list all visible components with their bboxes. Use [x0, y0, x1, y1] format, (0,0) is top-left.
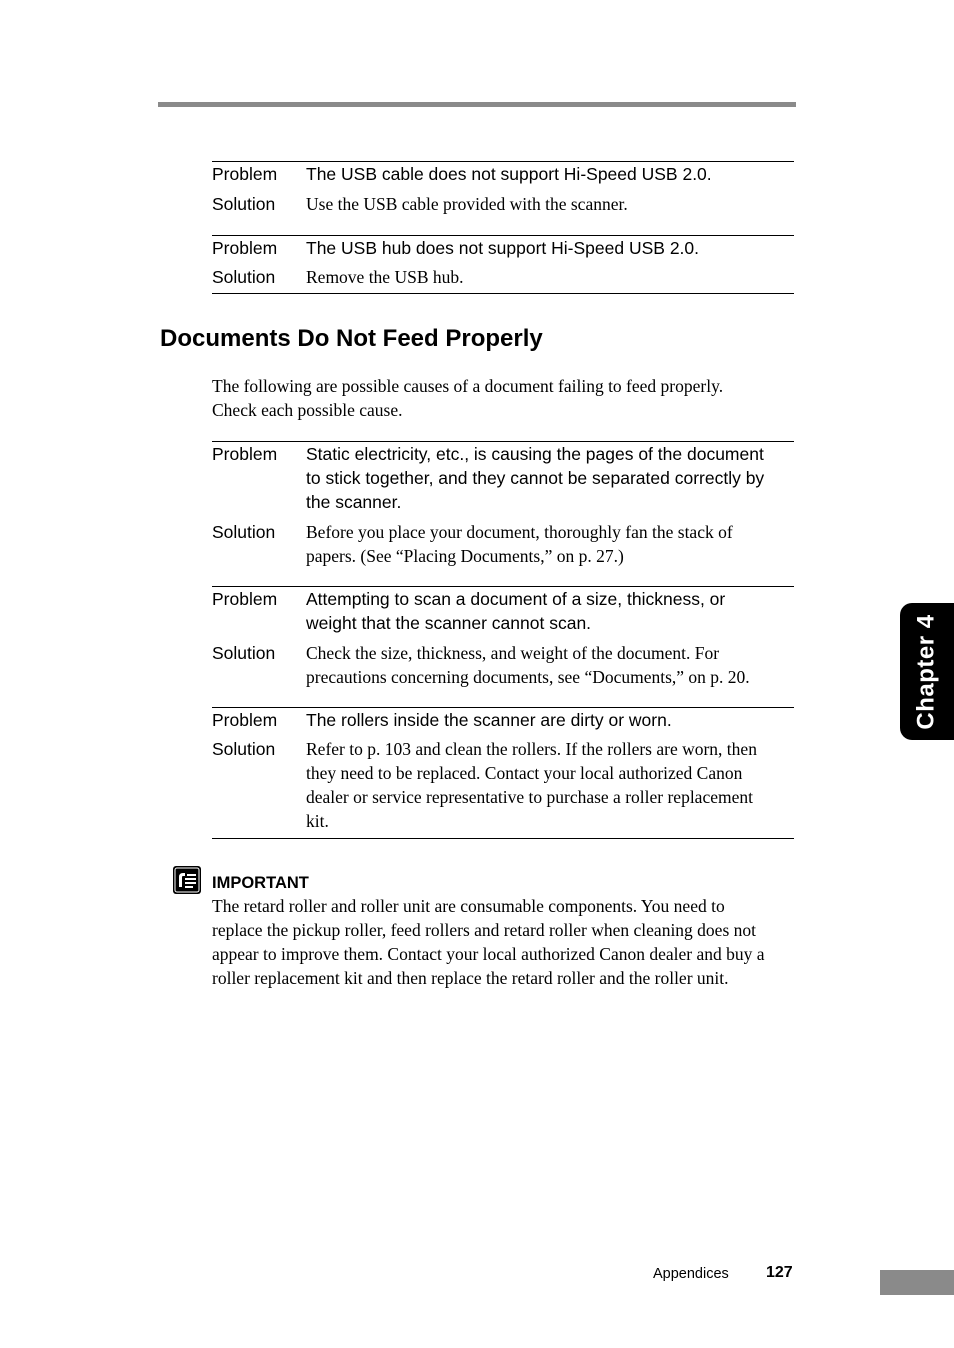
chapter-tab[interactable] — [900, 603, 954, 740]
text-line: to stick together, and they cannot be separated correctly by — [306, 468, 765, 488]
page-number: 127 — [766, 1264, 793, 1281]
problem-row — [212, 708, 794, 732]
solution-row — [212, 641, 794, 689]
problem-label: Problem — [212, 710, 278, 730]
problem-block-rollers — [212, 707, 794, 839]
problem-row — [212, 236, 794, 260]
text-line: Attempting to scan a document of a size, thickness, or — [306, 589, 726, 609]
intro-line: The following are possible causes of a document failing to feed properly. — [212, 376, 724, 396]
text-line: Static electricity, etc., is causing the pages of the document — [306, 444, 764, 464]
text-line: Before you place your document, thoroughly fan the stack of — [306, 522, 733, 542]
problem-row — [212, 587, 794, 635]
solution-text — [306, 520, 794, 568]
solution-text — [306, 737, 794, 833]
text-line: dealer or service representative to purchase a roller replacement — [306, 787, 753, 807]
problem-block-size — [212, 586, 794, 707]
problem-block-usb-hub — [212, 235, 794, 294]
section-heading: Documents Do Not Feed Properly — [160, 325, 543, 352]
solution-row — [212, 737, 794, 833]
text-line: The rollers inside the scanner are dirty or worn. — [306, 710, 672, 730]
text-line: replace the pickup roller, feed rollers and retard roller when cleaning does not — [212, 920, 756, 940]
problem-label: Problem — [212, 164, 278, 184]
problem-text — [306, 442, 794, 514]
important-body — [212, 894, 794, 990]
text-line: precautions concerning documents, see “Documents,” on p. 20. — [306, 667, 750, 687]
problem-label: Problem — [212, 589, 278, 609]
solution-row — [212, 265, 794, 289]
solution-row — [212, 520, 794, 568]
problem-block-usb-cable — [212, 161, 794, 235]
solution-row — [212, 192, 794, 216]
solution-label: Solution — [212, 267, 276, 287]
solution-label: Solution — [212, 739, 276, 759]
problem-text: The USB cable does not support Hi-Speed USB 2.0. — [306, 164, 712, 184]
header-rule — [158, 102, 796, 107]
text-line: papers. (See “Placing Documents,” on p. 27.) — [306, 546, 624, 566]
intro-line: Check each possible cause. — [212, 400, 403, 420]
problem-text: The USB hub does not support Hi-Speed USB 2.0. — [306, 238, 700, 258]
problem-row — [212, 162, 794, 186]
solution-text: Use the USB cable provided with the scanner. — [306, 194, 628, 214]
chapter-tab-wrap — [900, 603, 954, 740]
solution-label: Solution — [212, 194, 276, 214]
text-line: roller replacement kit and then replace the retard roller and the roller unit. — [212, 968, 729, 988]
problem-row — [212, 442, 794, 514]
text-line: appear to improve them. Contact your local authorized Canon dealer and buy a — [212, 944, 765, 964]
footer-section-name: Appendices — [653, 1266, 729, 1282]
problem-label: Problem — [212, 238, 278, 258]
text-line: kit. — [306, 811, 329, 831]
text-line: The retard roller and roller unit are consumable components. You need to — [212, 896, 725, 916]
footer-bar — [880, 1270, 954, 1295]
text-line: Check the size, thickness, and weight of the document. For — [306, 643, 720, 663]
text-line: weight that the scanner cannot scan. — [306, 613, 592, 633]
problem-label: Problem — [212, 444, 278, 464]
problem-text — [306, 708, 794, 732]
solution-text: Remove the USB hub. — [306, 267, 464, 287]
important-note-icon — [173, 866, 201, 894]
section-intro — [212, 374, 794, 422]
chapter-tab-label: Chapter 4 — [913, 613, 941, 730]
text-line: the scanner. — [306, 492, 402, 512]
solution-label: Solution — [212, 522, 276, 542]
solution-label: Solution — [212, 643, 276, 663]
solution-text — [306, 641, 794, 689]
important-title: IMPORTANT — [212, 874, 309, 892]
text-line: Refer to p. 103 and clean the rollers. If the rollers are worn, then — [306, 739, 757, 759]
problem-block-static — [212, 441, 794, 586]
text-line: they need to be replaced. Contact your local authorized Canon — [306, 763, 743, 783]
problem-text — [306, 587, 794, 635]
